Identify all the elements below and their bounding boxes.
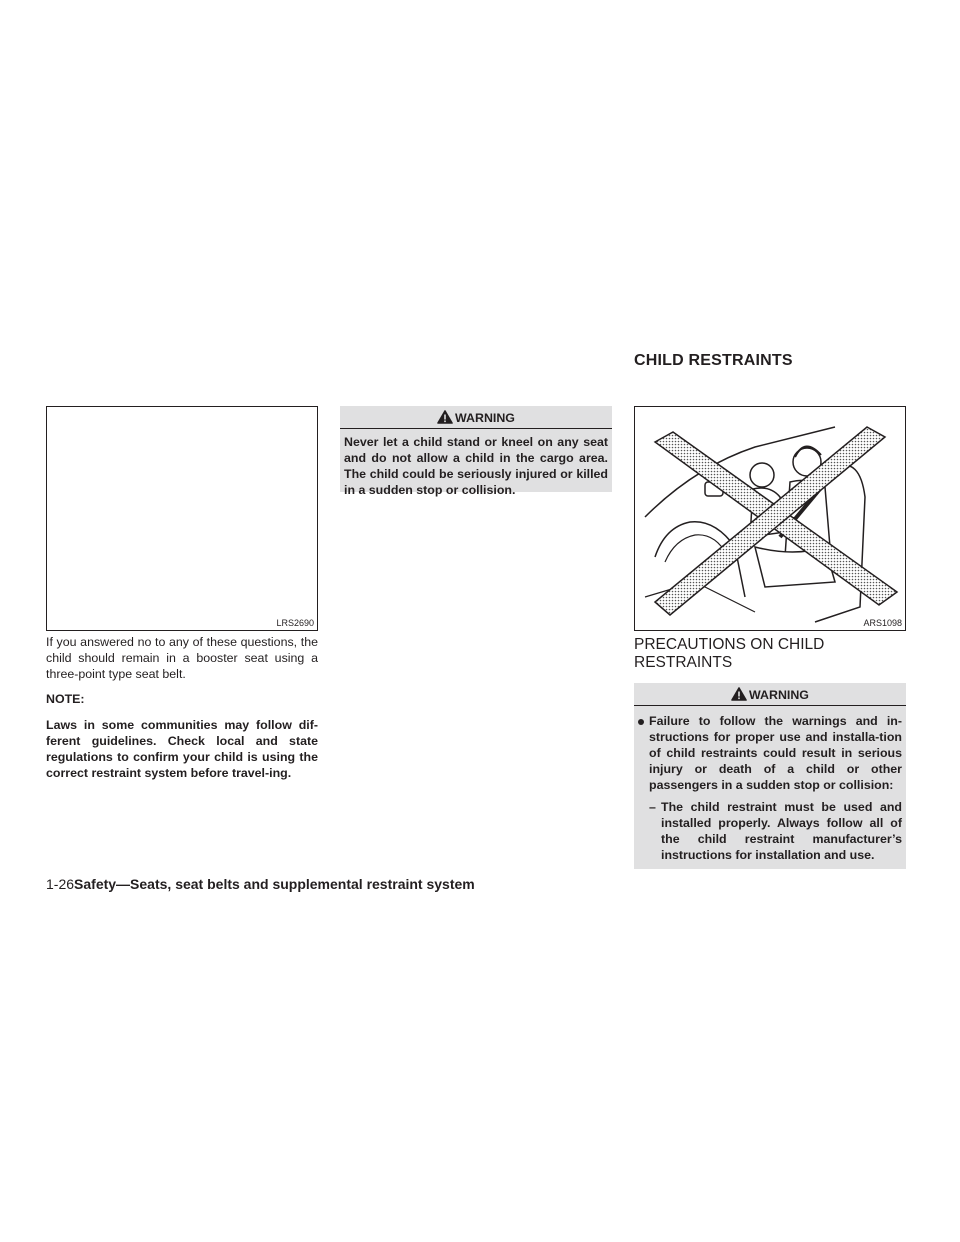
note-label: NOTE: xyxy=(46,692,85,706)
warning-heading xyxy=(634,687,906,703)
dash-marker: – xyxy=(649,800,656,814)
warning-sub-bullet xyxy=(649,799,902,863)
page-footer xyxy=(46,876,475,892)
warning-text: Never let a child stand or kneel on any seat and do not allow a child in the cargo area. The child could be seriously injured or killed in a sudden stop or collision. xyxy=(344,435,608,497)
warning-heading xyxy=(340,410,612,426)
figure-ars1098 xyxy=(634,406,906,631)
sub-bullet-text: The child restraint must be used and installed properly. Always follow all of the child restraint manufacturer’s instructions for installation and use. xyxy=(661,800,902,862)
warning-bullet xyxy=(638,713,902,863)
warning-divider xyxy=(634,705,906,706)
figure-lrs2690 xyxy=(46,406,318,631)
bullet-text: Failure to follow the warnings and in-structions for proper use and installa-tion of child restraints could result in serious injury or death of a child or other passengers in a sudden stop or collision: xyxy=(649,714,902,792)
warning-divider xyxy=(340,428,612,429)
chapter-title: Safety—Seats, seat belts and supplemental restraint system xyxy=(74,876,475,892)
figure-label: LRS2690 xyxy=(276,618,314,628)
warning-box xyxy=(634,683,906,869)
body-paragraph: If you answered no to any of these questions, the child should remain in a booster seat using a three-point type seat belt. xyxy=(46,635,318,681)
warning-box xyxy=(340,406,612,497)
figure-label: ARS1098 xyxy=(863,618,902,628)
child-in-lap-illustration xyxy=(635,407,905,630)
warning-title: WARNING xyxy=(749,688,809,702)
note-text: Laws in some communities may follow dif-ferent guidelines. Check local and state regulations to confirm your child is using the correct restraint system before travel-ing. xyxy=(46,718,318,780)
warning-triangle-icon xyxy=(731,687,747,701)
section-title: CHILD RESTRAINTS xyxy=(634,352,793,369)
bullet-icon xyxy=(638,719,644,725)
warning-triangle-icon xyxy=(437,410,453,424)
subheading: PRECAUTIONS ON CHILD RESTRAINTS xyxy=(634,636,825,671)
warning-title: WARNING xyxy=(455,411,515,425)
page-number: 1-26 xyxy=(46,876,75,892)
